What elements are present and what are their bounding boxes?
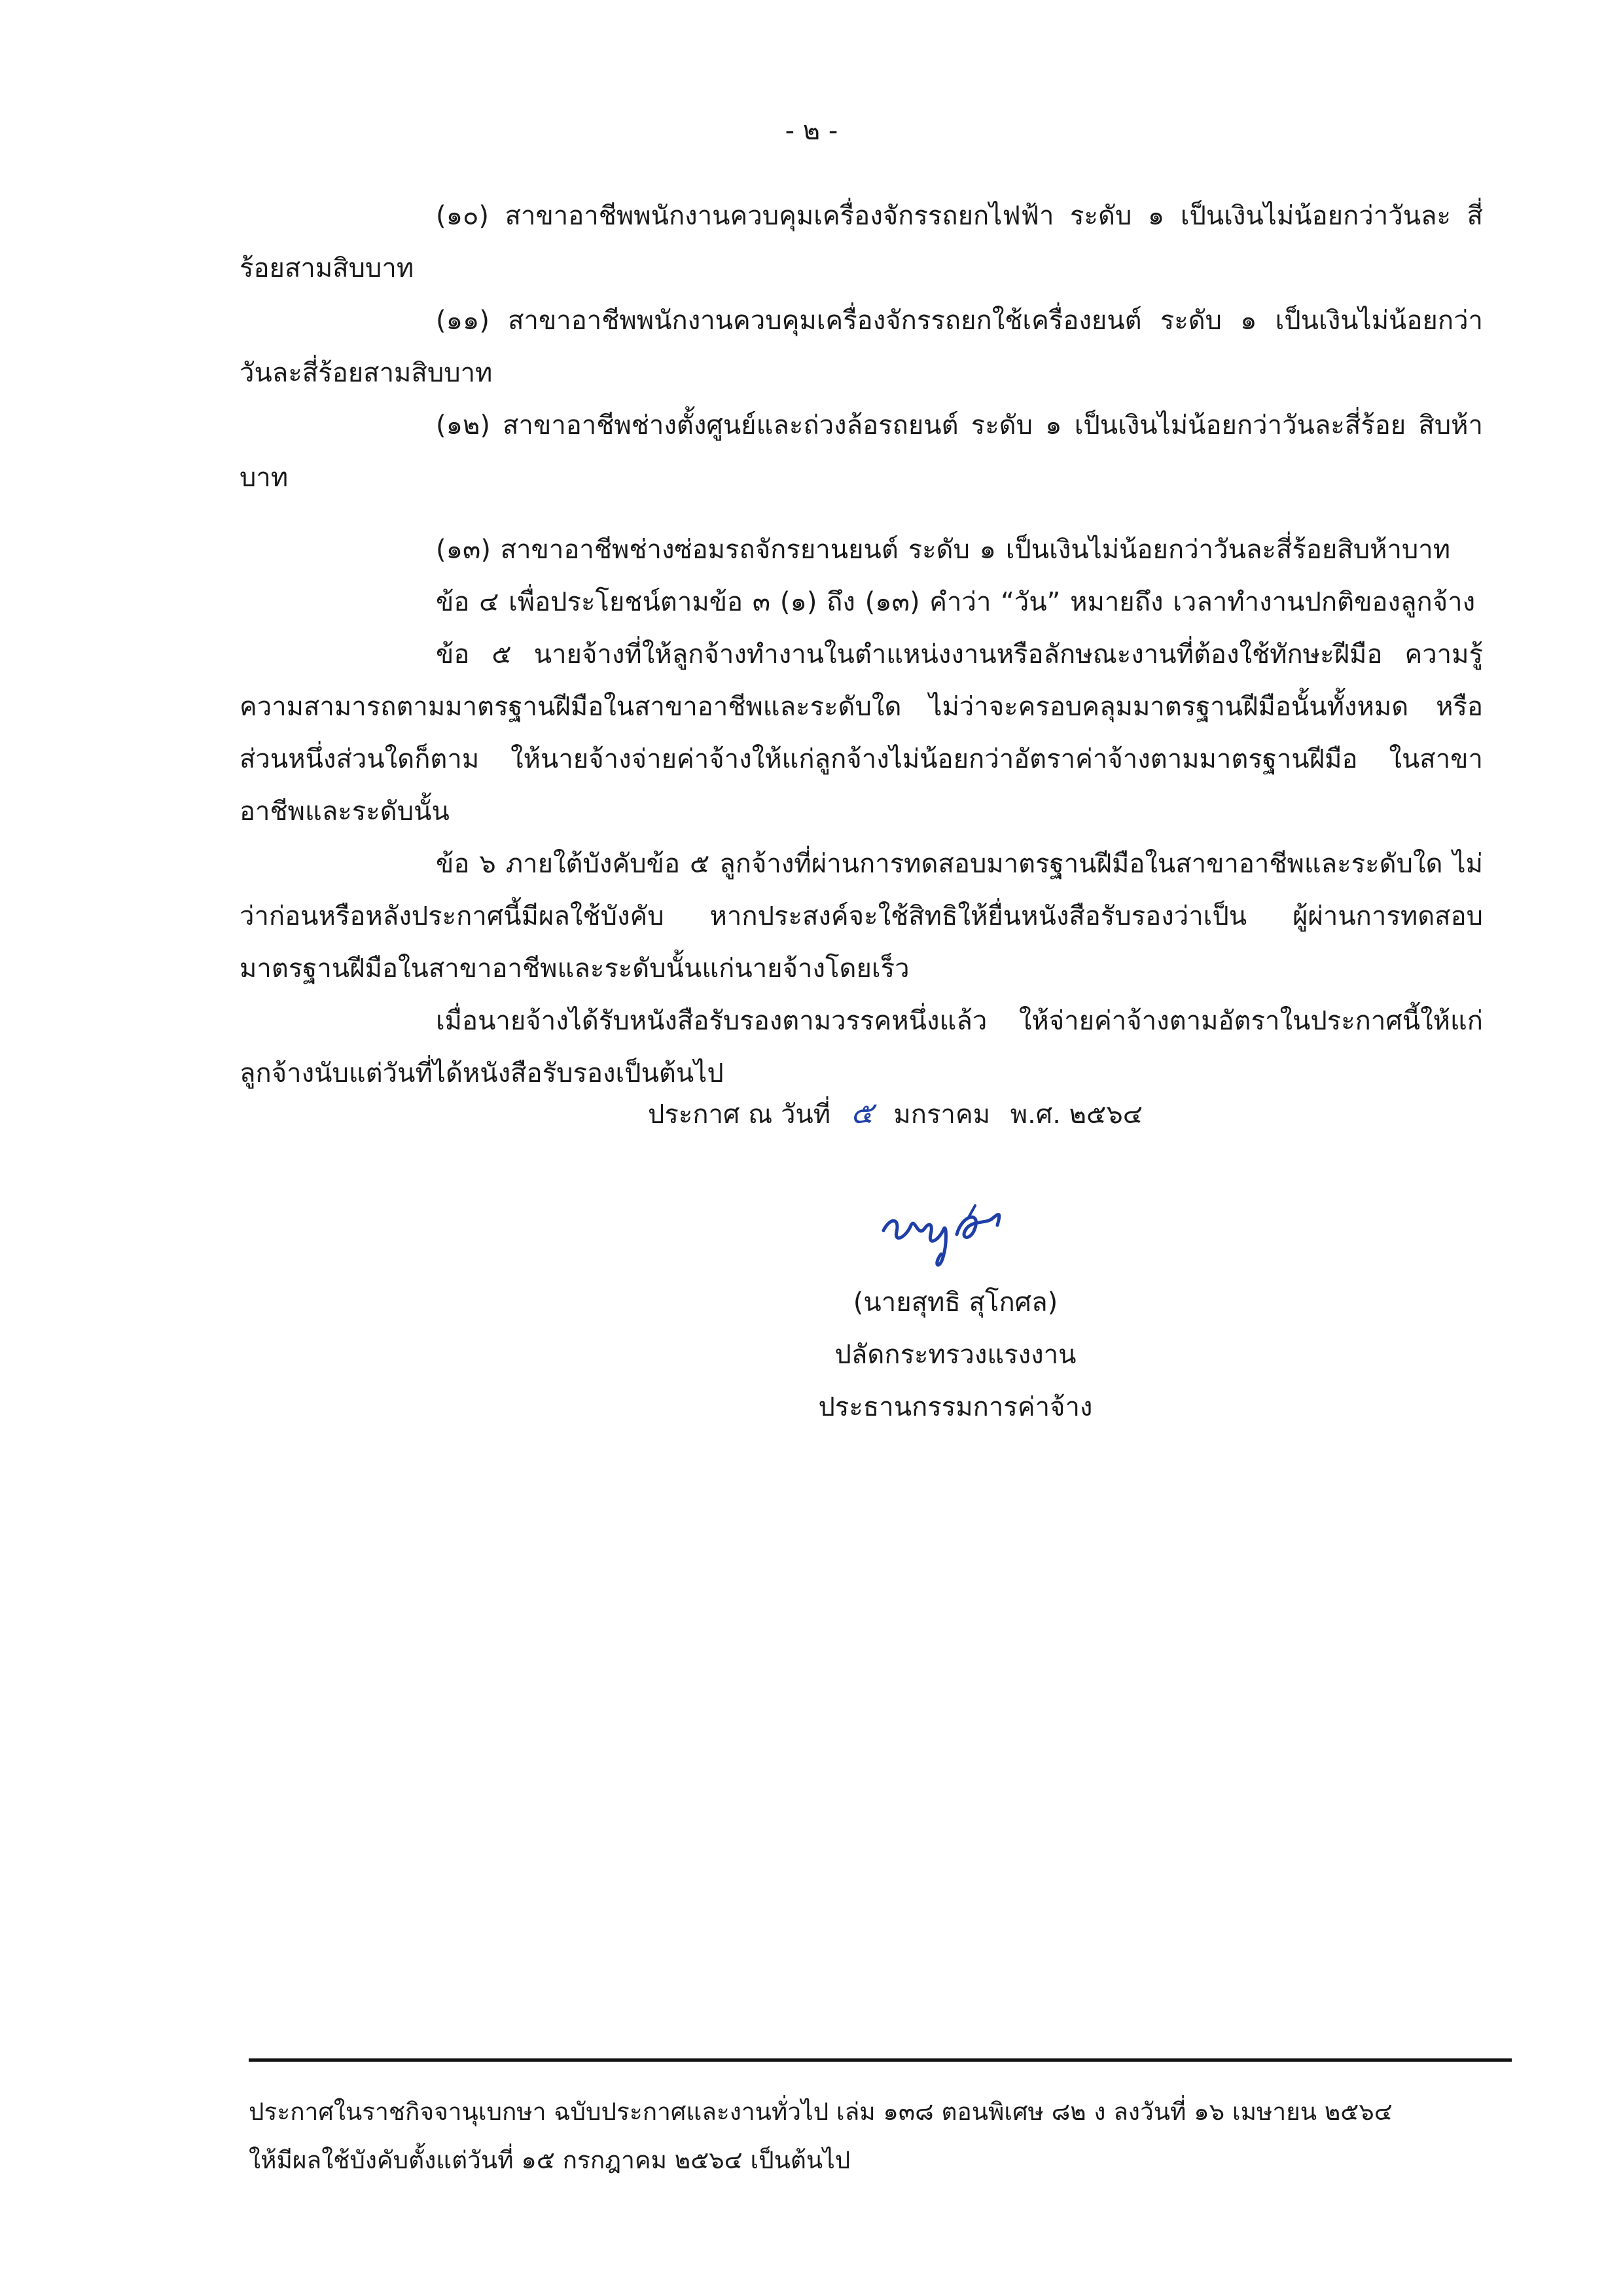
gazette-footnote [249,2088,1512,2185]
announcement-prefix: ประกาศ ณ วันที่ [648,1100,831,1130]
announcement-date [648,1086,1154,1141]
announcement-month: มกราคม [893,1100,991,1130]
announcement-day: ๕ [850,1095,874,1130]
signature-block [785,1276,1126,1433]
handwritten-signature [870,1191,1027,1276]
gazette-footnote-line-1: ประกาศในราชกิจจานุเบกษา ฉบับประกาศและงานทั่วไป เล่ม ๑๓๘ ตอนพิเศษ ๘๒ ง ลงวันที่ ๑๖ เมษายน ๒๕๖๔ [249,2098,1393,2126]
clause-13: (๑๓) สาขาอาชีพช่างซ่อมรถจักรยานยนต์ ระดับ ๑ เป็นเงินไม่น้อยกว่าวันละสี่ร้อยสิบห้าบาท [436,535,1451,565]
clause-11: (๑๑) สาขาอาชีพพนักงานควบคุมเครื่องจักรรถยกใช้เครื่องยนต์ ระดับ ๑ เป็นเงินไม่น้อยกว่า วันละสี่ร้อยสามสิบบาท [240,306,1483,388]
signatory-committee-position: ประธานกรรมการค่าจ้าง [818,1392,1093,1422]
gazette-footnote-line-2: ให้มีผลใช้บังคับตั้งแต่วันที่ ๑๕ กรกฎาคม ๒๕๖๔ เป็นต้นไป [249,2146,851,2174]
clause-12: (๑๒) สาขาอาชีพช่างตั้งศูนย์และถ่วงล้อรถยนต์ ระดับ ๑ เป็นเงินไม่น้อยกว่าวันละสี่ร้อย สิบห้าบาท [240,410,1483,493]
announcement-year: พ.ศ. ๒๕๖๔ [1010,1100,1143,1130]
article-6: ข้อ ๖ ภายใต้บังคับข้อ ๕ ลูกจ้างที่ผ่านการทดสอบมาตรฐานฝีมือในสาขาอาชีพและระดับใด ไม่ว่าก่อนหรือหลังประกาศนี้มีผลใช้บังคับ หากประสงค์จะใช้สิทธิให้ยื่นหนังสือรับรองว่าเป็น ผู้ผ่านการทดสอบ มาตรฐานฝีมือในสาขาอาชีพและระดับนั้นแก่นายจ้างโดยเร็ว [240,849,1483,984]
article-4: ข้อ ๔ เพื่อประโยชน์ตามข้อ ๓ (๑) ถึง (๑๓) คำว่า “วัน” หมายถึง เวลาทำงานปกติของลูกจ้าง [436,587,1476,617]
article-5: ข้อ ๕ นายจ้างที่ให้ลูกจ้างทำงานในตำแหน่งงานหรือลักษณะงานที่ต้องใช้ทักษะฝีมือ ความรู้ ความสามารถตามมาตรฐานฝีมือในสาขาอาชีพและระดับใด ไม่ว่าจะครอบคลุมมาตรฐานฝีมือนั้นทั้งหมด หรือส่วนหนึ่งส่วนใดก็ตาม ให้นายจ้างจ่ายค่าจ้างให้แก่ลูกจ้างไม่น้อยกว่าอัตราค่าจ้างตามมาตรฐานฝีมือ ในสาขาอาชีพและระดับนั้น [240,639,1483,827]
signatory-position: ปลัดกระทรวงแรงงาน [834,1340,1077,1370]
clause-10: (๑๐) สาขาอาชีพพนักงานควบคุมเครื่องจักรรถยกไฟฟ้า ระดับ ๑ เป็นเงินไม่น้อยกว่าวันละ สี่ร้อยสามสิบบาท [240,201,1483,283]
document-body [240,190,1483,1100]
signatory-name: (นายสุทธิ สุโกศล) [853,1287,1058,1318]
footer-divider [249,2058,1512,2062]
article-6-paragraph-2: เมื่อนายจ้างได้รับหนังสือรับรองตามวรรคหนึ่งแล้ว ให้จ่ายค่าจ้างตามอัตราในประกาศนี้ให้แก่ ลูกจ้างนับแต่วันที่ได้หนังสือรับรองเป็นต้นไป [240,1006,1483,1088]
page-number: - ๒ - [785,116,838,146]
